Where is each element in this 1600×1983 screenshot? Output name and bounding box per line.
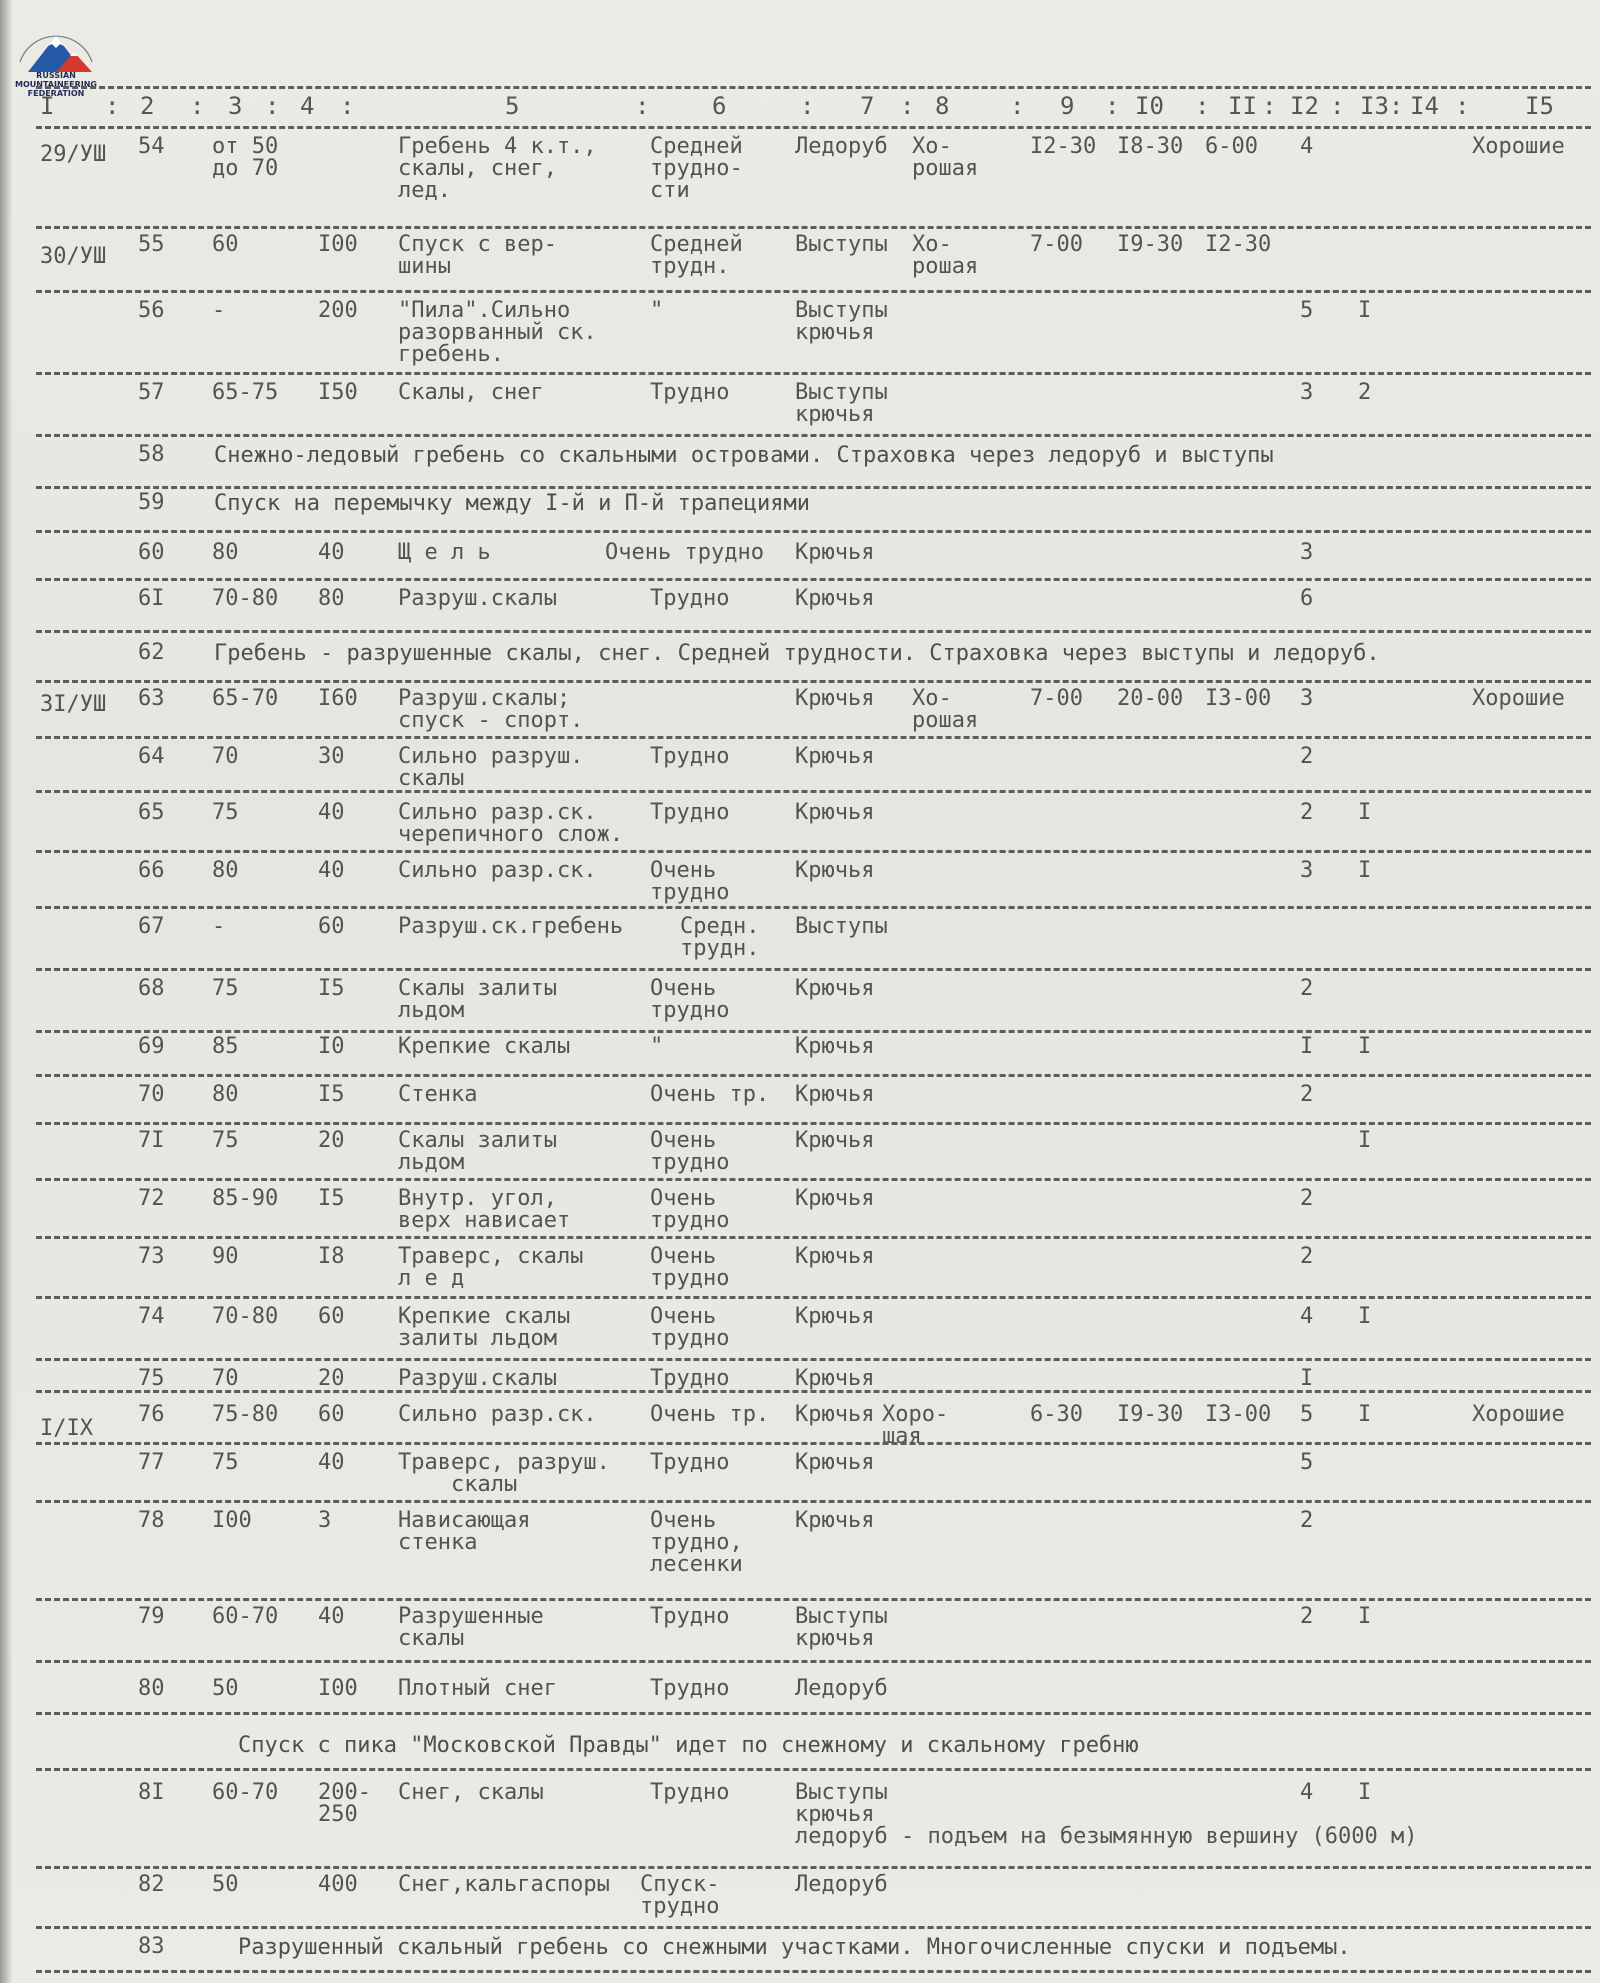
row-separator-dash [36,850,1591,853]
length-cell: 60 [318,1304,345,1329]
section-number-cell: 75 [138,1366,165,1391]
bivouac-conditions-cell: Хорошие [1472,686,1565,711]
start-time-cell: I2-30 [1030,134,1097,159]
length-cell: I00 [318,232,358,257]
ice-pitons-cell: I [1358,298,1372,323]
belay-method-cell: Крючья [795,1508,875,1533]
terrain-description-cell: Разруш.скалы; спуск - спорт. [398,686,584,733]
belay-method-cell: Ледоруб [795,134,888,159]
row-separator-dash [36,1598,1591,1601]
belay-method-cell: Крючья [795,586,875,611]
difficulty-cell: Очень трудно [650,1128,730,1175]
section-number-cell: 56 [138,298,165,323]
length-cell: 30 [318,744,345,769]
rock-pitons-cell: I [1300,1366,1314,1391]
difficulty-cell: Трудно [650,1366,730,1391]
header-col-5: : [265,92,280,120]
terrain-description-cell: Внутр. угол, верх нависает [398,1186,571,1233]
header-col-23: : [1330,92,1345,120]
terrain-description-cell: Разруш.скалы [398,586,557,611]
section-number-cell: 63 [138,686,165,711]
weather-cell: Хо- рошая [912,134,979,181]
belay-method-cell: Выступы крючья ледоруб - подъем на безымянную вершину (6000 м) [795,1780,1418,1849]
difficulty-cell: Трудно [650,1780,730,1805]
ice-pitons-cell: I [1358,858,1372,883]
belay-method-cell: Крючья [795,686,875,711]
steepness-cell: 75 [212,1450,239,1475]
hours-cell: I2-30 [1205,232,1272,257]
belay-method-cell: Крючья [795,1304,875,1329]
belay-method-cell: Выступы крючья [795,298,888,345]
section-number-cell: 70 [138,1082,165,1107]
row-separator-dash [36,486,1591,489]
length-cell: 200 [318,298,358,323]
row-separator-dash [36,1122,1591,1125]
header-col-16: 9 [1060,92,1075,120]
header-col-3: : [190,92,205,120]
belay-method-cell: Выступы крючья [795,380,888,427]
length-cell: I60 [318,686,358,711]
logo-text-line-2: MOUNTAINEERING [15,80,97,89]
ice-pitons-cell: I [1358,1780,1372,1805]
scan-edge-shadow [0,0,12,1983]
note-text: Спуск на перемычку между I-й и П-й трапециями [214,491,811,516]
terrain-description-cell: Крепкие скалы [398,1034,571,1059]
row-separator-dash [36,530,1591,533]
section-number-cell: 66 [138,858,165,883]
rock-pitons-cell: 3 [1300,380,1314,405]
end-time-cell: I8-30 [1117,134,1184,159]
terrain-description-cell: Сильно разр.ск. [398,858,597,883]
difficulty-cell: Трудно [650,800,730,825]
weather-cell: Хоро- шая [882,1402,949,1449]
section-number-cell: 54 [138,134,165,159]
note-row-number: 59 [138,490,165,515]
difficulty-cell: Трудно [650,1450,730,1475]
header-col-1: : [105,92,120,120]
ice-pitons-cell: I [1358,1034,1372,1059]
length-cell: I8 [318,1244,345,1269]
steepness-cell: 60-70 [212,1604,279,1629]
steepness-cell: 50 [212,1872,239,1897]
header-col-21: : [1262,92,1277,120]
section-number-cell: 55 [138,232,165,257]
section-number-cell: 80 [138,1676,165,1701]
steepness-cell: 85 [212,1034,239,1059]
terrain-description-cell: Плотный снег [398,1676,557,1701]
rock-pitons-cell: 5 [1300,298,1314,323]
steepness-cell: 70-80 [212,1304,279,1329]
section-number-cell: 64 [138,744,165,769]
steepness-cell: 75 [212,1128,239,1153]
steepness-cell: I00 [212,1508,252,1533]
belay-method-cell: Крючья [795,1244,875,1269]
steepness-cell: от 50 до 70 [212,134,279,181]
header-col-24: I3: [1360,92,1404,120]
length-cell: I5 [318,976,345,1001]
belay-method-cell: Крючья [795,744,875,769]
terrain-description-cell: Скалы залиты льдом [398,1128,557,1175]
section-number-cell: 69 [138,1034,165,1059]
belay-method-cell: Выступы крючья [795,1604,888,1651]
header-col-12: 7 [860,92,875,120]
header-col-13: : [900,92,915,120]
section-number-cell: 60 [138,540,165,565]
steepness-cell: 70 [212,1366,239,1391]
belay-method-cell: Крючья [795,1034,875,1059]
section-number-cell: 78 [138,1508,165,1533]
rock-pitons-cell: 2 [1300,1186,1314,1211]
section-number-cell: 74 [138,1304,165,1329]
start-time-cell: 7-00 [1030,232,1083,257]
row-separator-dash [36,1236,1591,1239]
ice-pitons-cell: I [1358,1604,1372,1629]
terrain-description-cell: "Пила".Сильно разорванный ск. гребень. [398,298,597,367]
steepness-cell: 70 [212,744,239,769]
rock-pitons-cell: 6 [1300,586,1314,611]
steepness-cell: 75-80 [212,1402,279,1427]
row-separator-dash [36,1178,1591,1181]
header-top-dash [36,86,1591,89]
steepness-cell: 60 [212,232,239,257]
header-col-0: I [40,92,55,120]
row-separator-dash [36,1074,1591,1077]
row-separator-dash [36,968,1591,971]
rock-pitons-cell: 2 [1300,1508,1314,1533]
steepness-cell: 70-80 [212,586,279,611]
note-row-number: 58 [138,442,165,467]
difficulty-cell: " [650,1034,664,1059]
row-separator-dash [36,372,1591,375]
section-number-cell: 57 [138,380,165,405]
hours-cell: I3-00 [1205,686,1272,711]
belay-method-cell: Крючья [795,1082,875,1107]
header-bottom-dash [36,126,1591,129]
terrain-description-cell: Траверс, скалы л е д [398,1244,584,1291]
ice-pitons-cell: I [1358,1402,1372,1427]
steepness-cell: 60-70 [212,1780,279,1805]
header-col-25: I4 [1410,92,1439,120]
belay-method-cell: Крючья [795,1186,875,1211]
length-cell: 400 [318,1872,358,1897]
rock-pitons-cell: 3 [1300,540,1314,565]
row-separator-dash [36,290,1591,293]
length-cell: 20 [318,1366,345,1391]
difficulty-cell: Очень трудно, лесенки [650,1508,743,1577]
row-separator-dash [36,680,1591,683]
length-cell: 40 [318,540,345,565]
belay-method-cell: Крючья [795,1366,875,1391]
header-col-27: I5 [1525,92,1554,120]
date-cell: 30/УШ [40,244,107,269]
rock-pitons-cell: 3 [1300,686,1314,711]
row-separator-dash [36,630,1591,633]
length-cell: 60 [318,914,345,939]
row-separator-dash [36,1390,1591,1393]
row-separator-dash [36,906,1591,909]
header-col-9: : [635,92,650,120]
difficulty-cell: Средн. трудн. [680,914,760,961]
ice-pitons-cell: I [1358,1304,1372,1329]
section-number-cell: 79 [138,1604,165,1629]
length-cell: I5 [318,1186,345,1211]
note-row-number: 83 [138,1934,165,1959]
length-cell: 40 [318,1450,345,1475]
date-cell: 29/УШ [40,142,107,167]
section-number-cell: 72 [138,1186,165,1211]
section-number-cell: 67 [138,914,165,939]
section-number-cell: 7I [138,1128,165,1153]
steepness-cell: 90 [212,1244,239,1269]
terrain-description-cell: Скалы залиты льдом [398,976,557,1023]
row-separator-dash [36,1970,1591,1973]
note-text: Спуск с пика "Московской Правды" идет по снежному и скальному гребню [238,1733,1139,1758]
section-number-cell: 82 [138,1872,165,1897]
row-separator-dash [36,434,1591,437]
steepness-cell: 65-70 [212,686,279,711]
start-time-cell: 6-30 [1030,1402,1083,1427]
header-col-4: 3 [228,92,243,120]
end-time-cell: I9-30 [1117,232,1184,257]
row-separator-dash [36,1296,1591,1299]
terrain-description-cell: Нависающая стенка [398,1508,531,1555]
terrain-description-cell: Разруш.ск.гребень [398,914,624,939]
difficulty-cell: Трудно [650,380,730,405]
section-number-cell: 8I [138,1780,165,1805]
note-row-number: 62 [138,640,165,665]
difficulty-cell: Трудно [650,1676,730,1701]
header-col-6: 4 [300,92,315,120]
difficulty-cell: Очень трудно [605,540,764,565]
belay-method-cell: Крючья [795,858,875,883]
length-cell: 60 [318,1402,345,1427]
terrain-description-cell: Гребень 4 к.т., скалы, снег, лед. [398,134,597,203]
terrain-description-cell: Сильно разр.ск. черепичного слож. [398,800,624,847]
rock-pitons-cell: 4 [1300,1304,1314,1329]
terrain-description-cell: Сильно разруш. скалы [398,744,584,791]
steepness-cell: 80 [212,858,239,883]
header-col-8: 5 [505,92,520,120]
difficulty-cell: Очень тр. [650,1402,770,1427]
terrain-description-cell: Стенка [398,1082,478,1107]
length-cell: 200- 250 [318,1780,371,1827]
rock-pitons-cell: 2 [1300,744,1314,769]
terrain-description-cell: Снег, скалы [398,1780,544,1805]
note-text: Снежно-ледовый гребень со скальными островами. Страховка через ледоруб и выступы [214,443,1274,468]
header-col-7: : [340,92,355,120]
header-col-14: 8 [935,92,950,120]
ice-pitons-cell: 2 [1358,380,1372,405]
steepness-cell: - [212,298,226,323]
header-col-19: : [1195,92,1210,120]
length-cell: 40 [318,1604,345,1629]
row-separator-dash [36,790,1591,793]
rock-pitons-cell: 2 [1300,1082,1314,1107]
difficulty-cell: Трудно [650,1604,730,1629]
row-separator-dash [36,1500,1591,1503]
terrain-description-cell: Спуск с вер- шины [398,232,557,279]
belay-method-cell: Крючья [795,976,875,1001]
hours-cell: I3-00 [1205,1402,1272,1427]
header-col-10: 6 [712,92,727,120]
start-time-cell: 7-00 [1030,686,1083,711]
row-separator-dash [36,1442,1591,1445]
section-number-cell: 68 [138,976,165,1001]
rock-pitons-cell: 2 [1300,1244,1314,1269]
length-cell: I00 [318,1676,358,1701]
belay-method-cell: Крючья [795,800,875,825]
steepness-cell: 50 [212,1676,239,1701]
belay-method-cell: Выступы [795,914,888,939]
difficulty-cell: Очень трудно [650,1186,730,1233]
date-cell: I/IX [40,1416,93,1441]
logo-text-line-3: FEDERATION [27,89,85,98]
terrain-description-cell: Скалы, снег [398,380,544,405]
ice-pitons-cell: I [1358,1128,1372,1153]
rock-pitons-cell: 5 [1300,1402,1314,1427]
row-separator-dash [36,1768,1591,1771]
row-separator-dash [36,578,1591,581]
logo-text-line-1: RUSSIAN [36,71,76,80]
header-col-17: : [1105,92,1120,120]
header-col-18: I0 [1135,92,1164,120]
steepness-cell: 85-90 [212,1186,279,1211]
length-cell: I5 [318,1082,345,1107]
belay-method-cell: Ледоруб [795,1676,888,1701]
header-col-2: 2 [140,92,155,120]
rock-pitons-cell: 2 [1300,1604,1314,1629]
section-number-cell: 73 [138,1244,165,1269]
row-separator-dash [36,1660,1591,1663]
rock-pitons-cell: 5 [1300,1450,1314,1475]
difficulty-cell: Очень трудно [650,858,730,905]
note-text: Разрушенный скальный гребень со снежными участками. Многочисленные спуски и подъемы. [238,1935,1351,1960]
terrain-description-cell: Траверс, разруш. скалы [398,1450,610,1497]
steepness-cell: 75 [212,800,239,825]
difficulty-cell: Очень трудно [650,976,730,1023]
belay-method-cell: Крючья [795,540,875,565]
weather-cell: Хо- рошая [912,232,979,279]
length-cell: 20 [318,1128,345,1153]
rock-pitons-cell: 2 [1300,976,1314,1001]
terrain-description-cell: Щ е л ь [398,540,491,565]
header-col-15: : [1010,92,1025,120]
row-separator-dash [36,1358,1591,1361]
steepness-cell: 75 [212,976,239,1001]
row-separator-dash [36,1030,1591,1033]
ice-pitons-cell: I [1358,800,1372,825]
difficulty-cell: Очень трудно [650,1304,730,1351]
steepness-cell: 80 [212,1082,239,1107]
section-number-cell: 65 [138,800,165,825]
rock-pitons-cell: I [1300,1034,1314,1059]
belay-method-cell: Ледоруб [795,1872,888,1897]
difficulty-cell: Средней трудно- сти [650,134,743,203]
header-col-11: : [800,92,815,120]
length-cell: I0 [318,1034,345,1059]
row-separator-dash [36,736,1591,739]
belay-method-cell: Крючья [795,1128,875,1153]
difficulty-cell: Очень трудно [650,1244,730,1291]
section-number-cell: 76 [138,1402,165,1427]
bivouac-conditions-cell: Хорошие [1472,134,1565,159]
rock-pitons-cell: 3 [1300,858,1314,883]
rock-pitons-cell: 4 [1300,1780,1314,1805]
difficulty-cell: Очень тр. [650,1082,770,1107]
steepness-cell: - [212,914,226,939]
end-time-cell: I9-30 [1117,1402,1184,1427]
difficulty-cell: Спуск- трудно [640,1872,720,1919]
row-separator-dash [36,226,1591,229]
row-separator-dash [36,1926,1591,1929]
terrain-description-cell: Сильно разр.ск. [398,1402,597,1427]
difficulty-cell: " [650,298,664,323]
bivouac-conditions-cell: Хорошие [1472,1402,1565,1427]
rock-pitons-cell: 4 [1300,134,1314,159]
header-col-22: I2 [1290,92,1319,120]
length-cell: 40 [318,800,345,825]
difficulty-cell: Средней трудн. [650,232,743,279]
length-cell: 40 [318,858,345,883]
section-number-cell: 77 [138,1450,165,1475]
terrain-description-cell: Крепкие скалы залиты льдом [398,1304,571,1351]
length-cell: I50 [318,380,358,405]
hours-cell: 6-00 [1205,134,1258,159]
belay-method-cell: Крючья [795,1450,875,1475]
length-cell: 3 [318,1508,332,1533]
section-number-cell: 6I [138,586,165,611]
row-separator-dash [36,1712,1591,1715]
steepness-cell: 80 [212,540,239,565]
length-cell: 80 [318,586,345,611]
row-separator-dash [36,1866,1591,1869]
difficulty-cell: Трудно [650,744,730,769]
steepness-cell: 65-75 [212,380,279,405]
note-text: Гребень - разрушенные скалы, снег. Средней трудности. Страховка через выступы и ледоруб. [214,641,1380,666]
header-col-20: II [1228,92,1257,120]
end-time-cell: 20-00 [1117,686,1184,711]
terrain-description-cell: Разруш.скалы [398,1366,557,1391]
belay-method-cell: Крючья [795,1402,875,1427]
weather-cell: Хо- рошая [912,686,979,733]
terrain-description-cell: Снег,кальгаспоры [398,1872,610,1897]
date-cell: 3I/УШ [40,692,107,717]
rock-pitons-cell: 2 [1300,800,1314,825]
difficulty-cell: Трудно [650,586,730,611]
terrain-description-cell: Разрушенные скалы [398,1604,544,1651]
belay-method-cell: Выступы [795,232,888,257]
header-col-26: : [1455,92,1470,120]
